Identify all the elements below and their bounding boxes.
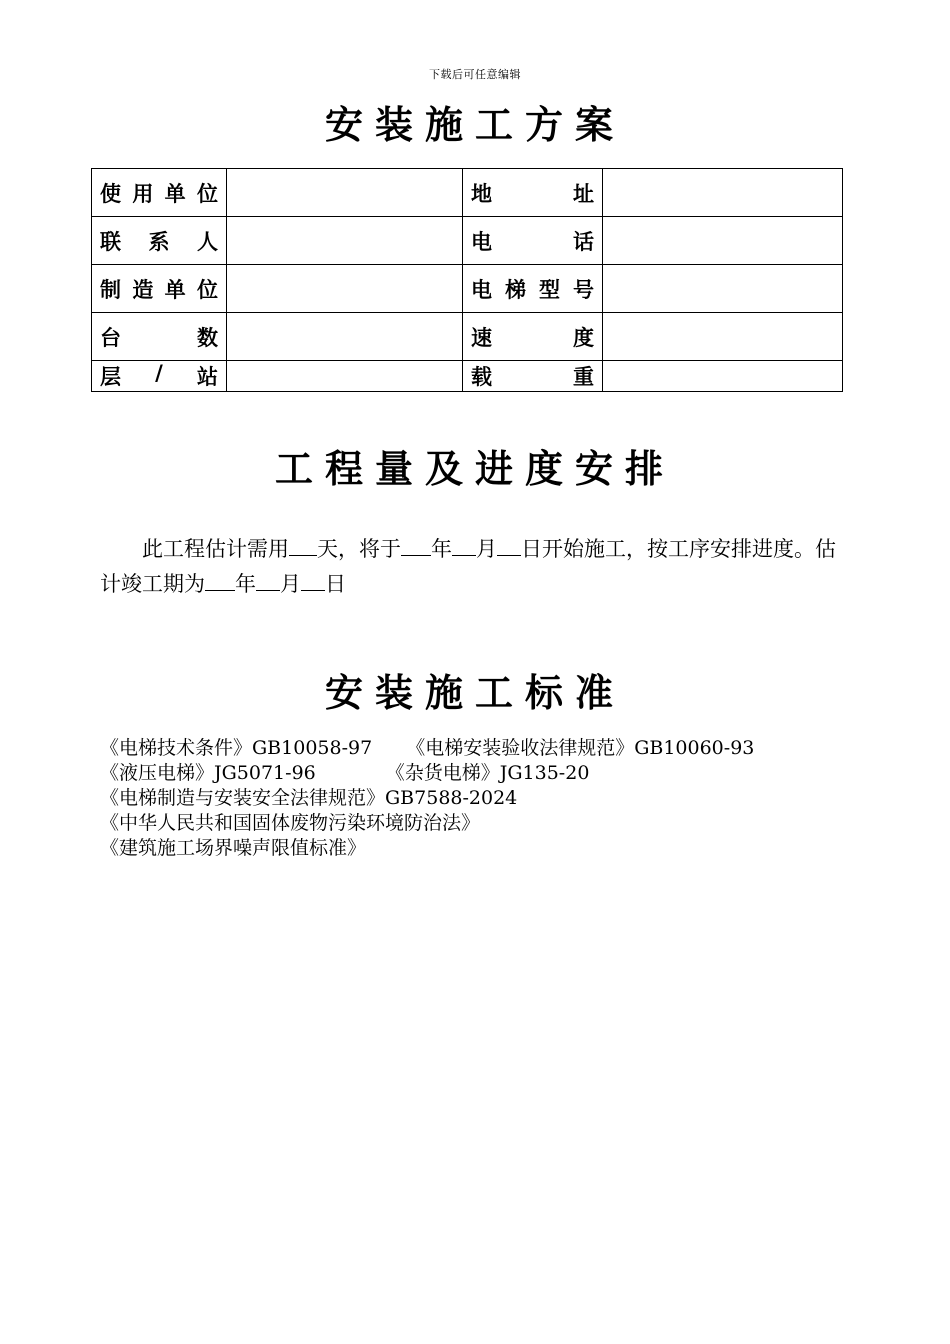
list-item: 《电梯技术条件》GB10058-97 bbox=[100, 737, 373, 759]
value-cell[interactable] bbox=[227, 217, 463, 265]
start-month-blank[interactable] bbox=[452, 535, 476, 556]
end-day-blank[interactable] bbox=[301, 570, 325, 591]
value-cell[interactable] bbox=[603, 313, 843, 361]
header-note: 下载后可任意编辑 bbox=[429, 68, 521, 81]
label-cell: 电 话 bbox=[463, 217, 603, 265]
label-cell: 使 用 单 位 bbox=[92, 169, 227, 217]
list-item: 《液压电梯》JG5071-96 bbox=[100, 762, 316, 784]
standards-list bbox=[100, 736, 860, 861]
start-year-blank[interactable] bbox=[401, 535, 431, 556]
end-year-blank[interactable] bbox=[205, 570, 235, 591]
start-day-blank[interactable] bbox=[497, 535, 521, 556]
page-title: 安装施工方案 bbox=[324, 103, 625, 147]
label-cell: 地 址 bbox=[463, 169, 603, 217]
label-cell: 层 / 站 bbox=[92, 361, 227, 392]
progress-paragraph: 此工程估计需用 天，将于 年 月 日开始施工，按工序安排进度。估计竣工期为 年 月 日 bbox=[100, 537, 836, 596]
section-title-progress: 工程量及进度安排 bbox=[274, 447, 675, 491]
value-cell[interactable] bbox=[603, 169, 843, 217]
end-month-blank[interactable] bbox=[256, 570, 280, 591]
list-item: 《电梯制造与安装安全法律规范》GB7588-2024 bbox=[100, 787, 518, 809]
table-row bbox=[92, 217, 843, 265]
value-cell[interactable] bbox=[227, 361, 463, 392]
list-item: 《电梯安装验收法律规范》GB10060-93 bbox=[406, 737, 755, 759]
list-item: 《杂货电梯》JG135-20 bbox=[385, 762, 590, 784]
value-cell[interactable] bbox=[603, 217, 843, 265]
label-cell: 电 梯 型 号 bbox=[463, 265, 603, 313]
label-cell: 台 数 bbox=[92, 313, 227, 361]
list-item: 《建筑施工场界噪声限值标准》 bbox=[100, 837, 367, 859]
days-blank[interactable] bbox=[289, 535, 317, 556]
table-row bbox=[92, 169, 843, 217]
label-cell: 载 重 bbox=[463, 361, 603, 392]
value-cell[interactable] bbox=[603, 361, 843, 392]
info-table bbox=[91, 168, 843, 392]
label-cell: 联 系 人 bbox=[92, 217, 227, 265]
table-row bbox=[92, 361, 843, 392]
section-title-standards: 安装施工标准 bbox=[324, 671, 625, 715]
table-row bbox=[92, 265, 843, 313]
value-cell[interactable] bbox=[227, 169, 463, 217]
value-cell[interactable] bbox=[227, 313, 463, 361]
value-cell[interactable] bbox=[227, 265, 463, 313]
table-row bbox=[92, 313, 843, 361]
label-cell: 速 度 bbox=[463, 313, 603, 361]
list-item: 《中华人民共和国固体废物污染环境防治法》 bbox=[100, 812, 481, 834]
label-cell: 制 造 单 位 bbox=[92, 265, 227, 313]
value-cell[interactable] bbox=[603, 265, 843, 313]
